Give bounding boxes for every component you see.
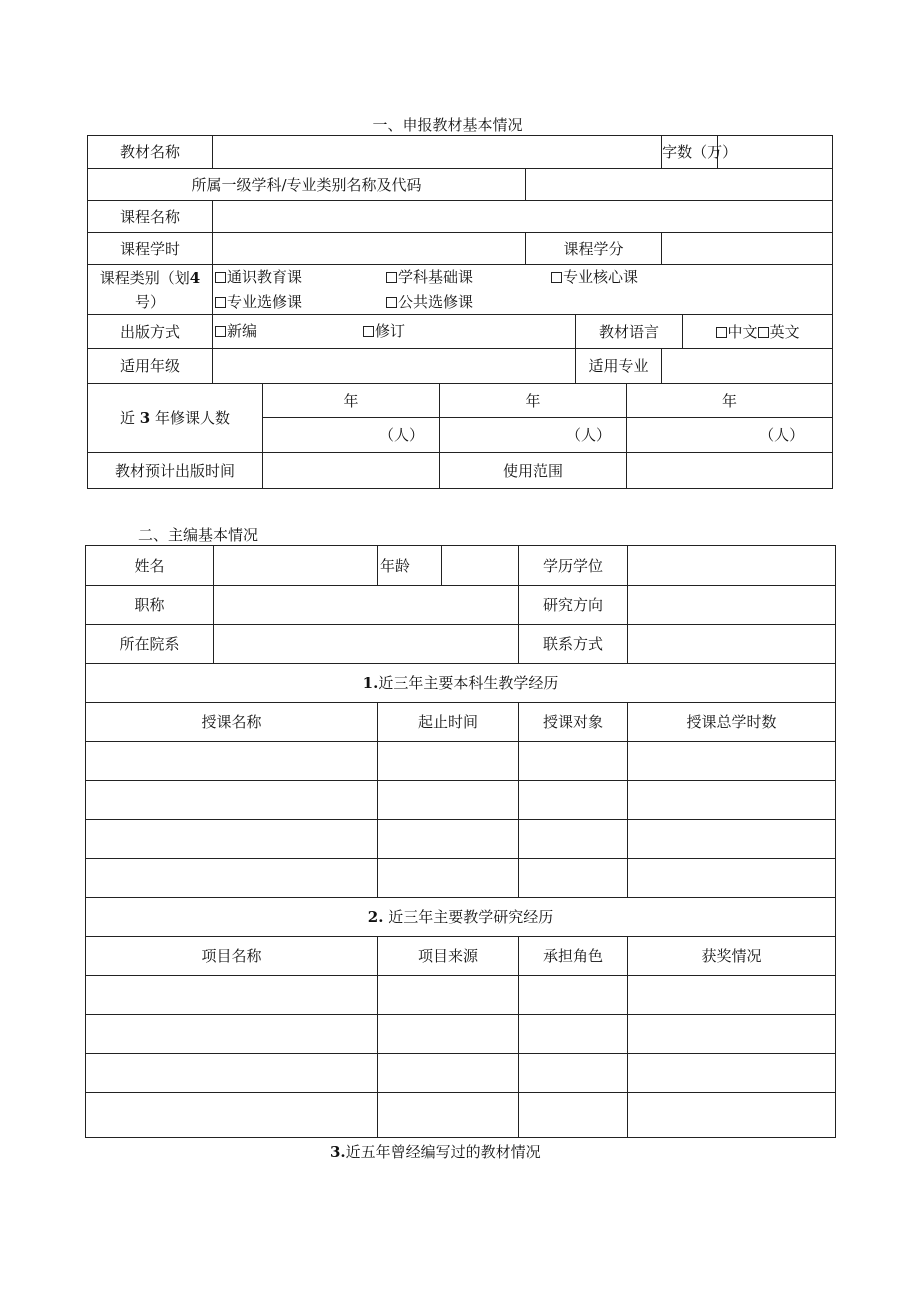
table-cell[interactable]: [519, 742, 628, 781]
course-type-option[interactable]: 专业选修课: [215, 292, 302, 312]
research-header-award: 获奖情况: [628, 937, 836, 976]
table-cell[interactable]: [86, 976, 378, 1015]
course-type-option[interactable]: 通识教育课: [215, 267, 302, 287]
age-field[interactable]: [442, 546, 519, 586]
course-type-label: 课程类别（划4 号）: [88, 265, 213, 315]
usage-scope-field[interactable]: [627, 453, 833, 489]
table-row: [86, 820, 836, 859]
checkbox-icon: [215, 326, 226, 337]
textbook-info-table: [87, 135, 833, 489]
research-header-source: 项目来源: [378, 937, 519, 976]
course-name-field[interactable]: [213, 201, 833, 233]
table-cell[interactable]: [628, 1015, 836, 1054]
pub-time-label: 教材预计出版时间: [88, 453, 263, 489]
table-cell[interactable]: [519, 1015, 628, 1054]
usage-scope-label: 使用范围: [440, 453, 627, 489]
research-heading: 2. 近三年主要教学研究经历: [86, 898, 836, 937]
table-cell[interactable]: [628, 1054, 836, 1093]
table-cell[interactable]: [519, 1054, 628, 1093]
language-option[interactable]: 英文: [758, 323, 800, 341]
grade-field[interactable]: [213, 349, 576, 384]
dept-field[interactable]: [214, 625, 519, 664]
year-2: 年: [440, 384, 627, 418]
table-cell[interactable]: [378, 976, 519, 1015]
publish-option[interactable]: 新编: [215, 321, 257, 341]
table-cell[interactable]: [86, 820, 378, 859]
table-cell[interactable]: [86, 1015, 378, 1054]
section1-title: 一、申报教材基本情况: [372, 116, 523, 134]
checkbox-icon: [758, 327, 769, 338]
table-cell[interactable]: [378, 781, 519, 820]
table-cell[interactable]: [86, 859, 378, 898]
major-label: 适用专业: [576, 349, 662, 384]
research-field[interactable]: [628, 586, 836, 625]
course-name-label: 课程名称: [88, 201, 213, 233]
table-cell[interactable]: [86, 1093, 378, 1138]
teaching-header-audience: 授课对象: [519, 703, 628, 742]
course-type-options: [213, 265, 833, 315]
course-credits-label: 课程学分: [526, 233, 662, 265]
checkbox-icon: [215, 297, 226, 308]
textbook-name-label: 教材名称: [88, 136, 213, 169]
contact-label: 联系方式: [519, 625, 628, 664]
course-type-option[interactable]: 公共选修课: [386, 292, 473, 312]
name-label: 姓名: [86, 546, 214, 586]
title-field[interactable]: [214, 586, 519, 625]
table-cell[interactable]: [378, 742, 519, 781]
publish-option[interactable]: 修订: [363, 321, 405, 341]
name-field[interactable]: [214, 546, 378, 586]
table-cell[interactable]: [378, 1093, 519, 1138]
table-cell[interactable]: [519, 820, 628, 859]
course-type-option[interactable]: 专业核心课: [551, 267, 638, 287]
table-cell[interactable]: [519, 976, 628, 1015]
section2-title: 二、主编基本情况: [138, 526, 259, 544]
students-count-2[interactable]: （人）: [440, 418, 627, 453]
textbook-name-field[interactable]: [213, 136, 662, 169]
age-label: 年龄: [378, 546, 442, 586]
checkbox-icon: [551, 272, 562, 283]
table-cell[interactable]: [519, 859, 628, 898]
table-row: [86, 1054, 836, 1093]
checkbox-icon: [716, 327, 727, 338]
table-cell[interactable]: [628, 742, 836, 781]
table-cell[interactable]: [519, 1093, 628, 1138]
checkbox-icon: [363, 326, 374, 337]
table-cell[interactable]: [519, 781, 628, 820]
dept-label: 所在院系: [86, 625, 214, 664]
research-header-role: 承担角色: [519, 937, 628, 976]
teaching-heading: 1.近三年主要本科生教学经历: [86, 664, 836, 703]
grade-label: 适用年级: [88, 349, 213, 384]
table-cell[interactable]: [628, 859, 836, 898]
table-row: [86, 859, 836, 898]
students-label: 近 3 年修课人数: [88, 384, 263, 453]
table-cell[interactable]: [628, 781, 836, 820]
pub-time-field[interactable]: [263, 453, 440, 489]
table-cell[interactable]: [378, 859, 519, 898]
checkbox-icon: [386, 297, 397, 308]
table-cell[interactable]: [378, 1054, 519, 1093]
table-cell[interactable]: [378, 1015, 519, 1054]
teaching-header-course: 授课名称: [86, 703, 378, 742]
students-count-3[interactable]: （人）: [627, 418, 833, 453]
degree-field[interactable]: [628, 546, 836, 586]
title-label: 职称: [86, 586, 214, 625]
teaching-header-period: 起止时间: [378, 703, 519, 742]
course-hours-field[interactable]: [213, 233, 526, 265]
table-cell[interactable]: [628, 820, 836, 859]
research-header-project: 项目名称: [86, 937, 378, 976]
checkbox-icon: [215, 272, 226, 283]
table-cell[interactable]: [628, 1093, 836, 1138]
students-count-1[interactable]: （人）: [263, 418, 440, 453]
language-label: 教材语言: [576, 315, 683, 349]
table-row: [86, 742, 836, 781]
table-row: [86, 1093, 836, 1138]
teaching-header-hours: 授课总学时数: [628, 703, 836, 742]
checkbox-icon: [386, 272, 397, 283]
word-count-label: 字数（万）: [662, 136, 718, 169]
table-row: [86, 1015, 836, 1054]
year-3: 年: [627, 384, 833, 418]
research-label: 研究方向: [519, 586, 628, 625]
publish-mode-label: 出版方式: [88, 315, 213, 349]
discipline-field[interactable]: [526, 169, 833, 201]
table-row: [86, 781, 836, 820]
table-cell[interactable]: [378, 820, 519, 859]
language-option[interactable]: 中文: [716, 323, 758, 341]
discipline-label: 所属一级学科/专业类别名称及代码: [88, 169, 526, 201]
course-hours-label: 课程学时: [88, 233, 213, 265]
table-cell[interactable]: [86, 1054, 378, 1093]
table-cell[interactable]: [86, 781, 378, 820]
course-type-option[interactable]: 学科基础课: [386, 267, 473, 287]
publish-mode-options: [213, 315, 576, 349]
contact-field[interactable]: [628, 625, 836, 664]
table-row: [86, 976, 836, 1015]
language-options: [683, 315, 833, 349]
section3-heading: 3.近五年曾经编写过的教材情况: [330, 1143, 541, 1161]
course-credits-field[interactable]: [662, 233, 833, 265]
table-cell[interactable]: [86, 742, 378, 781]
editor-info-table: [85, 545, 836, 1138]
degree-label: 学历学位: [519, 546, 628, 586]
table-cell[interactable]: [628, 976, 836, 1015]
major-field[interactable]: [662, 349, 833, 384]
year-1: 年: [263, 384, 440, 418]
